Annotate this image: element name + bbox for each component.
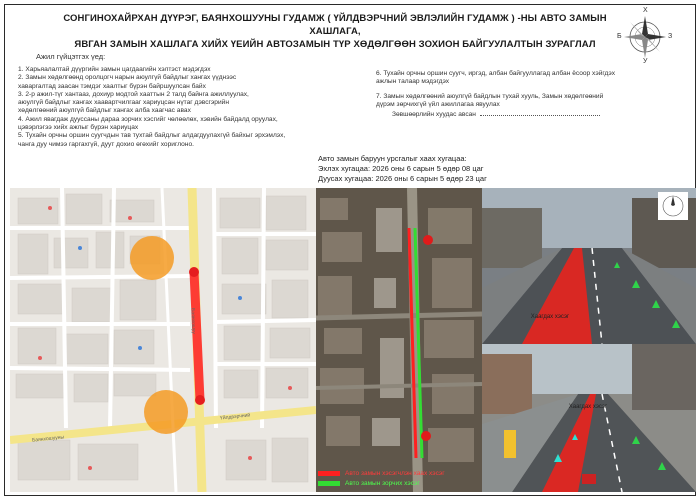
schedule-start: Эхлэх хугацаа: 2026 оны 6 сарын 5 өдөр 08 цаг (318, 164, 484, 173)
map-legend (318, 468, 478, 488)
schedule-heading: Авто замын баруун урсгалыг хаах хугацаа: (318, 154, 467, 163)
req-line: дүрэм зөрчихгүй үйл ажиллагаа явуулах (376, 100, 500, 108)
requirements-heading: Ажил гүйцэтгэх үед: (36, 52, 106, 61)
req-line: 7. Замын хөдөлгөөний аюулгүй байдлын тухай хууль, Замын хөдөлгөөний (376, 92, 604, 100)
compass-east: З (668, 33, 673, 40)
street-map (10, 188, 316, 492)
req-line: хөдөлгөөний аюулгүй байдлыг хангах алба хаагчас авах (18, 107, 191, 115)
title-line-1: СОНГИНОХАЙРХАН ДҮҮРЭГ, БАЯНХОШУУНЫ ГУДАМЖ ( ҮЙЛДВЭРЧНИЙ ЭВЛЭЛИЙН ГУДАМЖ ) -НЫ АВТО ЗАМЫН ХАШЛАГА, (63, 13, 607, 37)
map-street-label: Баянхошуу (189, 308, 197, 334)
street-photo-top (482, 188, 696, 344)
req-line: 2. Замын хөдөлгөөнд оролцогч нарын аюулгүй байдлыг хангах үүднээс (18, 74, 237, 82)
closure-schedule (318, 154, 487, 184)
map-street-label: Үйлдвэрчний (219, 412, 251, 422)
req-line: аюулгүй байдлыг хангах хаавартчилгааг хариуцсан нүтаг дэвсгэрийн (18, 99, 229, 107)
legend-swatch-red (318, 471, 340, 476)
signature-line (480, 115, 600, 116)
compass-west: Б (617, 33, 622, 40)
title-line-2: ЯВГАН ЗАМЫН ХАШЛАГА ХИЙХ ҮЕИЙН АВТОЗАМЫН ТҮР ХӨДӨЛГӨӨН ЗОХИОН БАЙГУУЛАЛТЫН ЗУРАГЛАЛ (74, 39, 596, 50)
requirements-list-right (376, 70, 686, 119)
page-title (40, 12, 630, 51)
closure-tag: Хаагдах хэсэг (568, 404, 608, 410)
legend-open (318, 478, 478, 488)
map-street-label: Баянхошууны (31, 434, 65, 444)
compass-south: У (643, 58, 648, 65)
req-line: 3. 2-р ажил-түг хантааз, дохиур модтой хааттын 2 талд байнга ажиллуулах, (18, 90, 249, 98)
legend-closed-label: Авто замын хэсэгчлэн хаах хэсэг (345, 469, 445, 477)
req-line: 4. Ажил явагдаж дууссаны дараа зорчих хэсгийг чөлөөлөх, хэвийн байдалд оруулах, (18, 115, 278, 123)
legend-swatch-green (318, 481, 340, 486)
closure-tag: Хаагдах хэсэг (530, 314, 570, 320)
legend-closed (318, 468, 478, 478)
signature-label: Зөвшөөрлийн хуудас авсан (392, 111, 476, 119)
compass-north: Х (643, 7, 648, 14)
req-line: 1. Харьяалалтай дүүргийн замын цагдаагийн хэлтэст мэдэгдэх (18, 66, 211, 73)
req-line: 6. Тухайн орчны оршин суугч, иргэд, албан байгууллагад албан ёсоор хэйгдэх (376, 70, 616, 77)
req-line: ажлын талаар мэдэгдэх (376, 78, 450, 86)
street-photo-bottom (482, 344, 696, 492)
req-line: 5. Тухайн орчны оршин суугчдын тав тухтай байдлыг алдагдуулахгүй байхыг эрхэмлэх, (18, 132, 286, 140)
req-line: хаваргалтад заасан тэмдэг хаалтыг бүрэн байршуулсан байх (18, 82, 206, 90)
schedule-end: Дуусах хугацаа: 2026 оны 6 сарын 5 өдөр 23 цаг (318, 174, 487, 183)
requirements-list-left (18, 66, 328, 149)
legend-open-label: Авто замын зорчих хэсэг (345, 479, 420, 487)
satellite-view (316, 188, 482, 492)
req-line: цэвэрлэгээ хийх ажлыг бүрэн хариуцах (18, 124, 139, 132)
req-line: чанга дуу чимээ гаргахгүй, дуут дохио өгөхийг хориглоно. (18, 140, 194, 148)
